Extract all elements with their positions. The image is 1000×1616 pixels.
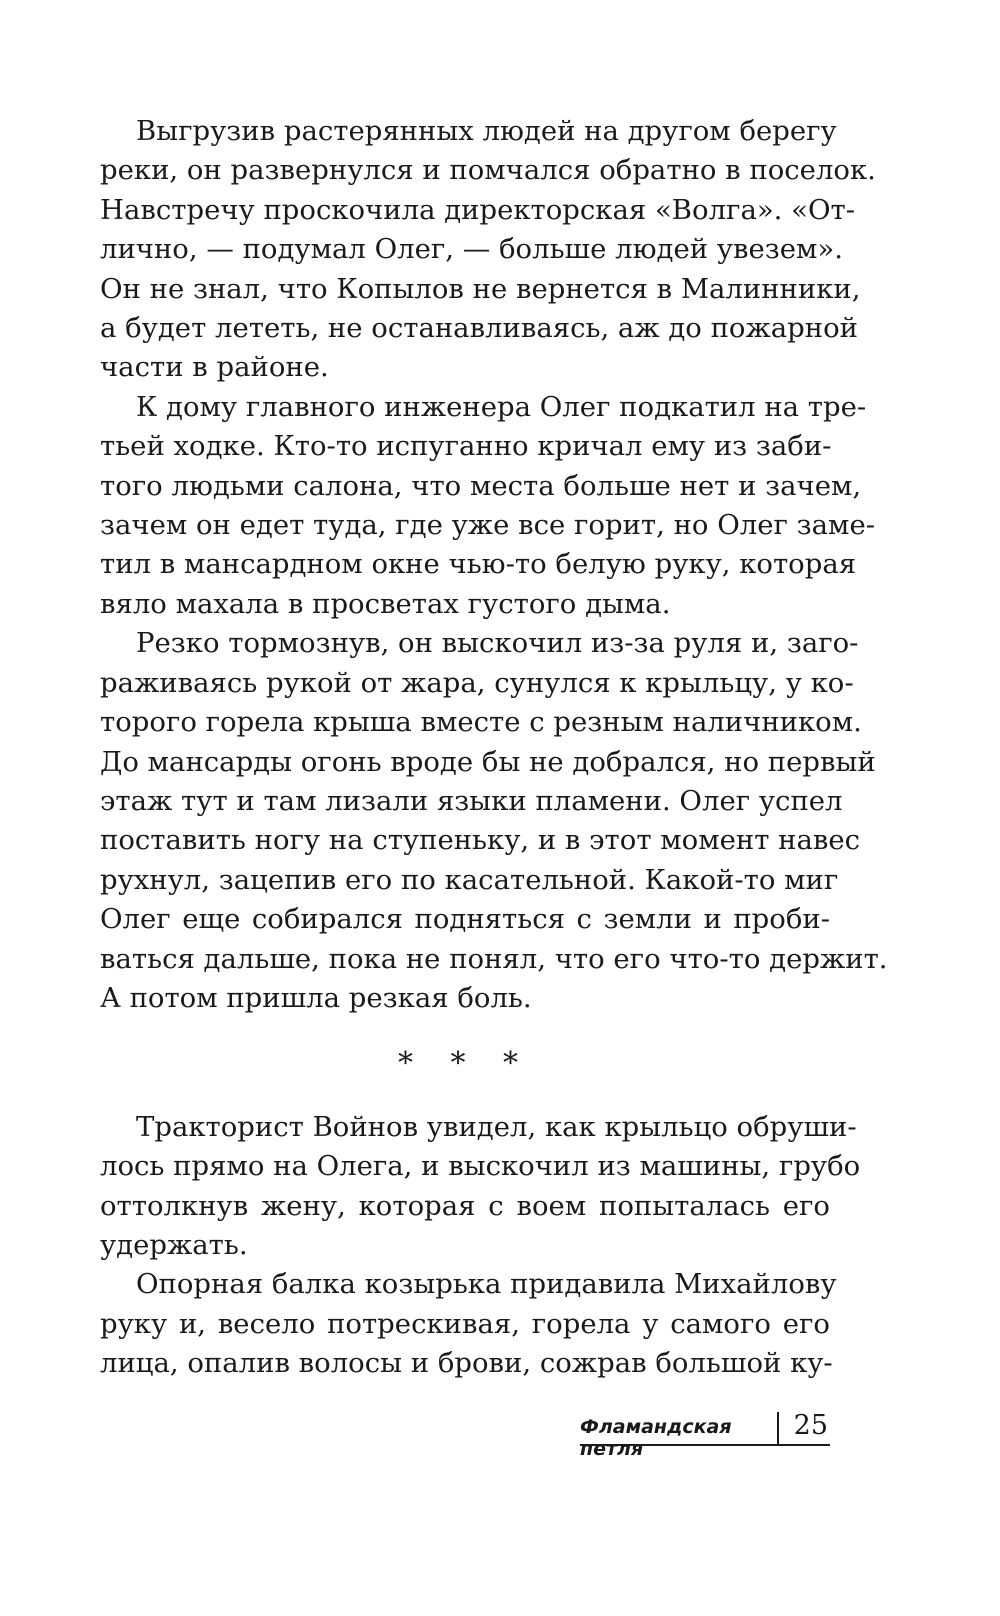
- text-line: раживаясь рукой от жара, сунулся к крыльцу, у ко-: [100, 666, 854, 699]
- text-line: этаж тут и там лизали языки пламени. Олег успел: [100, 784, 843, 817]
- text-line: руку и, весело потрескивая, горела у самого его: [100, 1307, 830, 1340]
- text-line: части в районе.: [100, 351, 329, 384]
- paragraph-3: [100, 624, 888, 1018]
- text-line: лица, опалив волосы и брови, сожрав большой ку-: [100, 1347, 833, 1380]
- text-line: зачем он едет туда, где уже все горит, но Олег заме-: [100, 509, 876, 542]
- text-line: А потом пришла резкая боль.: [100, 981, 532, 1014]
- text-line: того людьми салона, что места больше нет и зачем,: [100, 469, 862, 502]
- text-line: реки, он развернулся и помчался обратно в поселок.: [100, 154, 876, 187]
- text-line: тьей ходке. Кто-то испуганно кричал ему из заби-: [100, 430, 832, 463]
- paragraph-2: [100, 388, 876, 624]
- footer-divider: [777, 1412, 779, 1446]
- paragraph-4: [100, 1108, 861, 1266]
- text-line: поставить ногу на ступеньку, и в этот момент навес: [100, 824, 861, 857]
- text-line: Он не знал, что Копылов не вернется в Малинники,: [100, 272, 861, 305]
- text-line: лично, — подумал Олег, — больше людей увезем».: [100, 233, 843, 266]
- text-line: лось прямо на Олега, и выскочил из машины, грубо: [100, 1150, 861, 1183]
- text-line: торого горела крыша вместе с резным наличником.: [100, 706, 862, 739]
- page-body: [100, 112, 888, 1384]
- text-line: К дому главного инженера Олег подкатил на тре-: [136, 390, 867, 423]
- paragraph-5: [100, 1265, 837, 1383]
- text-line: Олег еще собирался подняться с земли и проби-: [100, 903, 830, 936]
- text-line: Опорная балка козырька придавила Михайлову: [136, 1268, 837, 1301]
- text-line: Выгрузив растерянных людей на другом берегу: [136, 115, 837, 147]
- text-line: рухнул, зацепив его по касательной. Какой-то миг: [100, 863, 839, 896]
- page-footer: [580, 1410, 830, 1460]
- paragraph-1: [100, 112, 876, 388]
- text-line: а будет лететь, не останавливаясь, аж до пожарной: [100, 312, 858, 345]
- text-line: удержать.: [100, 1228, 248, 1261]
- text-line: До мансарды огонь вроде бы не добрался, но первый: [100, 745, 876, 778]
- text-line: ваться дальше, пока не понял, что его что-то держит.: [100, 942, 888, 975]
- text-line: оттолкнув жену, которая с воем попыталась его: [100, 1189, 830, 1222]
- page-number: 25: [793, 1410, 828, 1441]
- section-separator: * * *: [397, 1046, 533, 1082]
- text-line: Тракторист Войнов увидел, как крыльцо обруши-: [136, 1110, 857, 1143]
- text-line: вяло махала в просветах густого дыма.: [100, 587, 671, 620]
- text-line: тил в мансардном окне чью-то белую руку, которая: [100, 548, 857, 581]
- text-line: Навстречу проскочила директорская «Волга». «От-: [100, 193, 856, 226]
- text-line: Резко тормознув, он выскочил из-за руля и, заго-: [136, 627, 859, 660]
- running-title: Фламандская петля: [580, 1416, 732, 1460]
